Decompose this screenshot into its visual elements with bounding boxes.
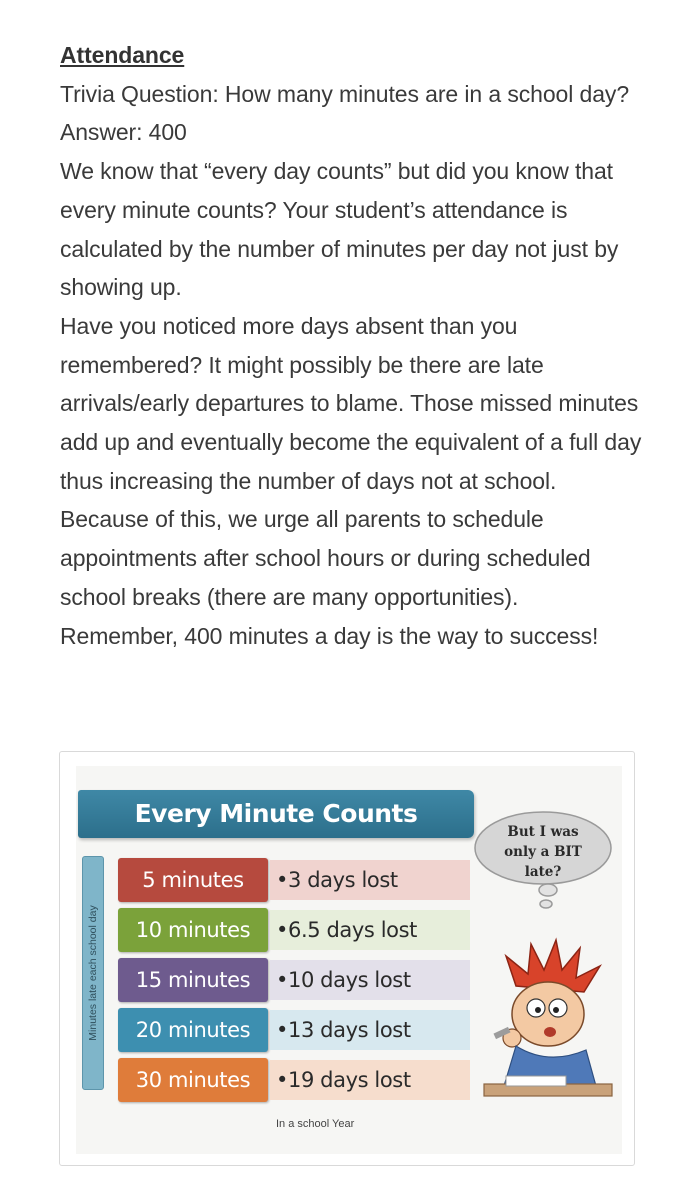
side-label-box (82, 856, 104, 1090)
image-card[interactable] (59, 751, 635, 1166)
section-heading: Attendance (60, 42, 185, 68)
bubble-line-2: only a BIT (504, 844, 582, 860)
days-lost-label: •10 days lost (270, 960, 470, 1000)
paragraph-absences: Have you noticed more days absent than you remembered? It might possibly be there are late arrivals/early departures to blame. Those missed minutes add up and eventually become the equivalent of a full day thus increasing the number of days not at school. Because of this, we urge all parents to schedule appointments after school hours or during scheduled school breaks (there are many opportunities). (60, 312, 642, 610)
days-lost-label: •3 days lost (270, 860, 470, 900)
days-lost-label: •6.5 days lost (270, 910, 470, 950)
minutes-label: 5 minutes (118, 858, 268, 902)
every-minute-counts-infographic (76, 766, 622, 1154)
paragraph-closing: Remember, 400 minutes a day is the way to success! (60, 622, 599, 649)
minutes-label: 15 minutes (118, 958, 268, 1002)
speech-bubble-text (468, 822, 618, 882)
minutes-label: 20 minutes (118, 1008, 268, 1052)
caption-school-year: In a school Year (276, 1118, 355, 1130)
row-15-minutes (118, 958, 478, 1002)
minutes-label: 10 minutes (118, 908, 268, 952)
row-5-minutes (118, 858, 478, 902)
bubble-line-3: late? (524, 864, 562, 880)
row-20-minutes (118, 1008, 478, 1052)
paragraph-every-minute: We know that “every day counts” but did you know that every minute counts? Your student’s attendance is calculated by the number of minutes per day not just by showing up. (60, 158, 619, 301)
row-30-minutes (118, 1058, 478, 1102)
paragraph-trivia: Trivia Question: How many minutes are in a school day? Answer: 400 (60, 80, 630, 146)
infographic-title: Every Minute Counts (78, 790, 474, 838)
days-lost-label: •19 days lost (270, 1060, 470, 1100)
cartoon-student-icon (476, 926, 616, 1116)
bubble-line-1: But I was (507, 824, 579, 840)
side-label-text: Minutes late each school day (87, 905, 99, 1041)
minutes-label: 30 minutes (118, 1058, 268, 1102)
article (60, 36, 650, 655)
row-10-minutes (118, 908, 478, 952)
days-lost-label: •13 days lost (270, 1010, 470, 1050)
